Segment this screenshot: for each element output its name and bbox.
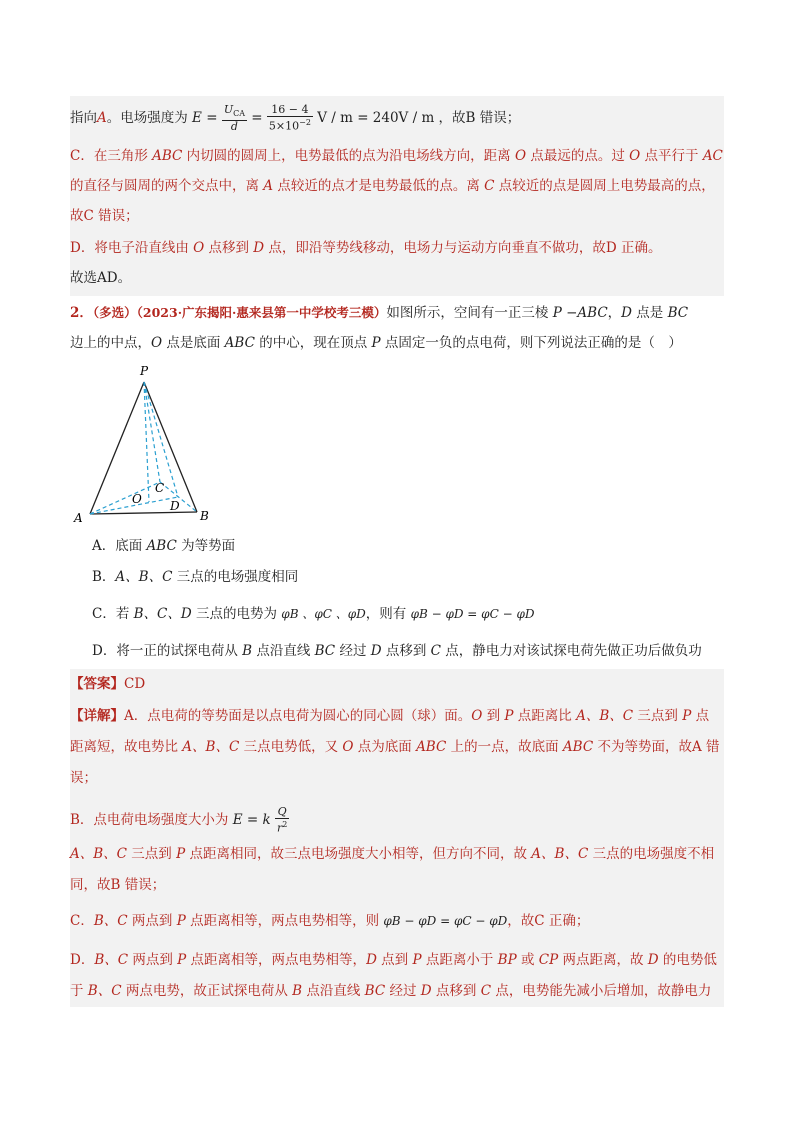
subscript: CA bbox=[233, 109, 245, 119]
detail-a-line-2 bbox=[70, 737, 720, 757]
text: B． bbox=[92, 569, 116, 585]
text: 三点电势低，又 bbox=[239, 739, 343, 755]
denominator: 5×10 bbox=[268, 119, 300, 133]
text: 点为底面 bbox=[353, 739, 417, 755]
text: 到 bbox=[482, 708, 505, 724]
text: 如图所示，空间有一正三棱 bbox=[386, 305, 553, 321]
symbol: D bbox=[647, 952, 659, 968]
text: 点距离相等，两点电势相等，则 bbox=[185, 913, 384, 929]
text: 同，故B 错误； bbox=[70, 877, 166, 893]
symbol: O bbox=[151, 335, 163, 351]
text: 点 bbox=[691, 708, 710, 724]
option-c bbox=[92, 604, 534, 624]
question-source-tag: （多选）（2023·广东揭阳·惠来县第一中学校考三模） bbox=[92, 305, 387, 320]
text: 边上的中点， bbox=[70, 335, 151, 351]
text: 两点电势，故正试探电荷从 bbox=[121, 983, 293, 999]
text: V / m = 240V / m ，故B 错误； bbox=[317, 110, 521, 127]
solution-d-line-2 bbox=[70, 268, 131, 288]
detail-a-line-3 bbox=[70, 768, 97, 788]
detail-a-line-1 bbox=[70, 706, 709, 726]
symbol: B、C、D bbox=[133, 606, 192, 622]
symbol: O bbox=[629, 148, 641, 164]
symbol: BC bbox=[364, 983, 386, 999]
option-a bbox=[92, 536, 235, 556]
solution-line-1 bbox=[70, 104, 520, 133]
text: 三点的电场强度不相 bbox=[588, 846, 715, 862]
answer-label: 【答案】 bbox=[70, 676, 124, 692]
text: 点移到 bbox=[431, 983, 481, 999]
text: 点沿直线 bbox=[302, 983, 365, 999]
text: 两点到 bbox=[127, 913, 177, 929]
symbol: B bbox=[242, 643, 253, 659]
exponent: −2 bbox=[299, 118, 311, 128]
symbol: P bbox=[682, 708, 692, 724]
text: 点沿直线 bbox=[252, 643, 315, 659]
text: 点移到 bbox=[381, 643, 431, 659]
symbol: D bbox=[370, 643, 382, 659]
symbol: A、B、C bbox=[576, 708, 634, 724]
option-b bbox=[92, 567, 298, 587]
text: B．点电荷电场强度大小为 bbox=[70, 811, 233, 828]
text: 经过 bbox=[335, 643, 371, 659]
exponent: 2 bbox=[282, 820, 288, 829]
symbol: B、C bbox=[94, 952, 129, 968]
text: 点最远的点。过 bbox=[526, 148, 630, 164]
label-a: A bbox=[74, 511, 83, 525]
option-d bbox=[92, 641, 702, 661]
symbol: B、C bbox=[93, 913, 128, 929]
symbol: P bbox=[371, 335, 381, 351]
text: 点，静电力对该试探电荷先做正功后做负功 bbox=[441, 643, 702, 659]
text: 不为等势面，故A 错 bbox=[593, 739, 720, 755]
text: 于 bbox=[70, 983, 88, 999]
label-c: C bbox=[155, 481, 165, 495]
numerator: 16 − 4 bbox=[267, 104, 313, 117]
text: 三点到 bbox=[633, 708, 683, 724]
symbol: O bbox=[342, 739, 354, 755]
symbol: A、B、C bbox=[531, 846, 589, 862]
symbol: C bbox=[480, 983, 492, 999]
text: 点较近的点才是电势最低的点。离 bbox=[273, 178, 485, 194]
text: 距离短，故电势比 bbox=[70, 739, 183, 755]
symbol: D bbox=[253, 240, 265, 256]
text: 三点的电势为 bbox=[191, 606, 282, 622]
text: D． bbox=[70, 952, 95, 968]
text: 或 bbox=[516, 952, 539, 968]
text: 故选AD。 bbox=[70, 270, 132, 286]
detail-d-line-1 bbox=[70, 950, 717, 970]
symbol: P bbox=[552, 305, 562, 321]
symbol: D bbox=[366, 952, 377, 968]
label-b: B bbox=[200, 509, 209, 523]
text: 的电势低 bbox=[658, 952, 717, 968]
symbol: A bbox=[263, 178, 274, 194]
symbol: ABC bbox=[577, 305, 608, 321]
text: A．点电荷的等势面是以点电荷为圆心的同心圆（球）面。 bbox=[124, 708, 472, 724]
text: − bbox=[561, 305, 578, 321]
denominator: r bbox=[276, 821, 283, 835]
question-number: 2． bbox=[70, 305, 93, 321]
question-2-line-2 bbox=[70, 333, 682, 353]
label-d: D bbox=[170, 499, 180, 513]
text: 误； bbox=[70, 770, 97, 786]
text: D．将一正的试探电荷从 bbox=[92, 643, 243, 659]
text: = bbox=[201, 110, 222, 127]
text: 三点到 bbox=[127, 846, 177, 862]
text: 点距离比 bbox=[513, 708, 577, 724]
label-o: O bbox=[132, 492, 142, 506]
text: 两点到 bbox=[128, 952, 178, 968]
symbol: ABC bbox=[224, 335, 255, 351]
text: 点较近的点是圆周上电势最高的点， bbox=[494, 178, 715, 194]
text: 点移到 bbox=[204, 240, 254, 256]
symbol: E bbox=[232, 811, 243, 828]
text: 三点的电场强度相同 bbox=[172, 569, 299, 585]
symbol: A、B、C bbox=[70, 846, 127, 862]
symbol: BC bbox=[667, 305, 689, 321]
symbol: C bbox=[430, 643, 442, 659]
symbol: A、B、C bbox=[115, 569, 173, 585]
text: 两点距离，故 bbox=[558, 952, 648, 968]
symbol: P bbox=[176, 913, 186, 929]
symbol: A、B、C bbox=[182, 739, 240, 755]
text: 点，电势能先减小后增加，故静电力 bbox=[491, 983, 712, 999]
text: ，故C 正确； bbox=[507, 913, 590, 929]
answer-value: CD bbox=[124, 676, 146, 692]
detail-label: 【详解】 bbox=[70, 708, 124, 724]
text: 点距离相等，两点电势相等， bbox=[186, 952, 367, 968]
text: ， bbox=[607, 305, 622, 321]
text: 点，即沿等势线移动，电场力与运动方向垂直不做功，故D 正确。 bbox=[264, 240, 662, 256]
text: 点固定一负的点电荷，则下列说法正确的是（ ） bbox=[380, 335, 682, 351]
equation: φB − φD = φC − φD bbox=[410, 607, 535, 621]
text: ，则有 bbox=[365, 606, 411, 622]
text: 经过 bbox=[385, 983, 421, 999]
symbol: ABC bbox=[152, 148, 183, 164]
text: 的直径与圆周的两个交点中，离 bbox=[70, 178, 264, 194]
symbol: ABC bbox=[562, 739, 594, 755]
equation: φB − φD = φC − φD bbox=[383, 914, 508, 928]
text: C．在三角形 bbox=[70, 148, 153, 164]
question-2-line-1 bbox=[70, 303, 688, 323]
detail-b-line-2 bbox=[70, 844, 714, 864]
solution-c-line-2 bbox=[70, 176, 715, 196]
symbol: = k bbox=[242, 811, 271, 828]
text: C． bbox=[70, 913, 94, 929]
symbol: O bbox=[193, 240, 205, 256]
fraction-q-r2 bbox=[275, 806, 289, 835]
text: 点到 bbox=[376, 952, 413, 968]
fraction-numeric bbox=[267, 104, 313, 133]
detail-b-line-1 bbox=[70, 806, 289, 835]
symbol: BP bbox=[497, 952, 517, 968]
point-label: A bbox=[97, 110, 107, 127]
text: 的中心，现在顶点 bbox=[254, 335, 372, 351]
edge-pb bbox=[144, 382, 197, 512]
solution-c-line-3 bbox=[70, 206, 139, 226]
solution-d-line-1 bbox=[70, 238, 662, 258]
text: A．底面 bbox=[92, 538, 147, 554]
symbol: CP bbox=[538, 952, 559, 968]
symbol: BC bbox=[314, 643, 336, 659]
text: 点是 bbox=[631, 305, 668, 321]
symbol: P bbox=[177, 952, 187, 968]
symbol: ABC bbox=[146, 538, 177, 554]
symbol: P bbox=[412, 952, 422, 968]
denominator: d bbox=[230, 120, 238, 134]
symbol: D bbox=[621, 305, 632, 321]
symbol: D bbox=[420, 983, 432, 999]
text: 故C 错误； bbox=[70, 208, 139, 224]
text: C．若 bbox=[92, 606, 134, 622]
detail-b-line-3 bbox=[70, 875, 165, 895]
symbol: O bbox=[514, 148, 527, 164]
text: 上的一点，故底面 bbox=[446, 739, 563, 755]
symbol: ABC bbox=[416, 739, 447, 755]
numerator: U bbox=[223, 103, 234, 116]
symbol: P bbox=[176, 846, 186, 862]
label-p: P bbox=[140, 364, 149, 378]
text: 。电场强度为 bbox=[106, 110, 193, 127]
symbol: B bbox=[292, 983, 303, 999]
detail-c-line bbox=[70, 911, 589, 931]
text: 为等势面 bbox=[176, 538, 236, 554]
symbol: φB 、φC 、φD bbox=[281, 607, 366, 621]
answer-line bbox=[70, 674, 145, 694]
symbol: C bbox=[484, 178, 495, 194]
symbol: AC bbox=[702, 148, 723, 164]
text: 点距离相同，故三点电场强度大小相等，但方向不同，故 bbox=[185, 846, 532, 862]
pyramid-figure bbox=[72, 362, 212, 532]
text: = bbox=[251, 110, 267, 127]
fraction-uca-d bbox=[222, 104, 247, 133]
edge-po bbox=[144, 382, 149, 502]
text: 点平行于 bbox=[640, 148, 703, 164]
detail-d-line-2 bbox=[70, 981, 711, 1001]
symbol: P bbox=[504, 708, 514, 724]
symbol: E bbox=[192, 110, 202, 127]
edge-ab bbox=[90, 512, 197, 514]
numerator: Q bbox=[275, 806, 289, 819]
text: 指向 bbox=[70, 110, 97, 127]
symbol: B、C bbox=[87, 983, 122, 999]
text: 点是底面 bbox=[162, 335, 225, 351]
text: 点距离小于 bbox=[421, 952, 498, 968]
symbol: O bbox=[471, 708, 483, 724]
edge-pd bbox=[144, 382, 178, 497]
solution-c-line-1 bbox=[70, 146, 723, 166]
text: D．将电子沿直线由 bbox=[70, 240, 194, 256]
text: 内切圆的圆周上，电势最低的点为沿电场线方向，距离 bbox=[182, 148, 515, 164]
